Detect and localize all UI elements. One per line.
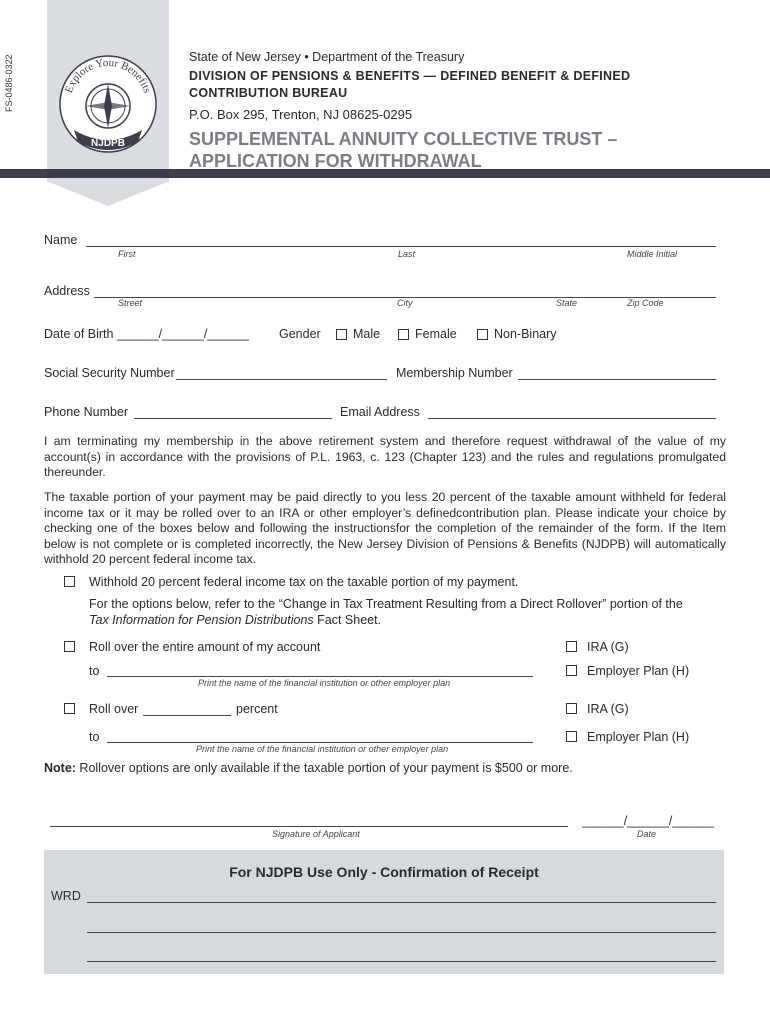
rollover-all-institution-line[interactable] — [107, 676, 533, 677]
form-title-2: APPLICATION FOR WITHDRAWAL — [189, 151, 482, 171]
gender-male-checkbox[interactable] — [336, 329, 347, 340]
membership-input-line[interactable] — [518, 379, 716, 380]
gender-female-checkbox[interactable] — [398, 329, 409, 340]
email-label: Email Address — [340, 405, 420, 419]
rollover-all-checkbox[interactable] — [64, 641, 75, 652]
rollover-all-employer-label: Employer Plan (H) — [587, 664, 690, 678]
options-note-line1: For the options below, refer to the “Change in Tax Treatment Resulting from a Direct Rollover” portion of the — [89, 597, 683, 611]
rollover-pct-ira-checkbox[interactable] — [566, 703, 577, 714]
ssn-label: Social Security Number — [44, 366, 175, 380]
date-hint: Date — [637, 829, 657, 839]
form-id: FS-0486-0322 — [4, 54, 14, 112]
rollover-all-label: Roll over the entire amount of my account — [89, 640, 321, 654]
rollover-pct-input-line[interactable] — [143, 715, 231, 716]
rollover-all-to-label: to — [89, 664, 100, 678]
confirmation-title: For NJDPB Use Only - Confirmation of Receipt — [229, 864, 539, 880]
termination-statement: I am terminating my membership in the above retirement system and therefore request withdrawal of the value of my account(s) in accordance with the provisions of P.L. 1963, c. 123 (Chapter 123) and the rules and regulations promulgated thereunder. — [44, 434, 726, 479]
rollover-all-employer-checkbox[interactable] — [566, 665, 577, 676]
rollover-pct-to-label: to — [89, 730, 100, 744]
signature-line[interactable] — [50, 826, 568, 827]
ssn-input-line[interactable] — [176, 379, 387, 380]
logo-arc-text: Explore Your Benefits — [62, 56, 154, 95]
gender-female-option[interactable]: Female — [398, 327, 457, 341]
withhold-label: Withhold 20 percent federal income tax on the taxable portion of my payment. — [89, 575, 519, 589]
mailing-address: P.O. Box 295, Trenton, NJ 08625-0295 — [189, 107, 413, 122]
gender-nonbinary-option[interactable]: Non-Binary — [477, 327, 557, 341]
addr-street-hint: Street — [118, 298, 143, 308]
phone-input-line[interactable] — [134, 418, 332, 419]
membership-label: Membership Number — [396, 366, 513, 380]
tax-instructions: The taxable portion of your payment may be paid directly to you less 20 percent of the taxable amount withheld for federal income tax or it may be rolled over to an IRA or other employer’s definedcontribution plan. Please indicate your choice by checking one of the boxes below and following the instructionsfor the completion of the remainder of the form. If the Item below is not complete or is completed incorrectly, the New Jersey Division of Pensions & Benefits (NJDPB) will automatically withhold 20 percent federal income tax. — [44, 490, 726, 566]
dob-field[interactable]: Date of Birth ______/______/______ — [44, 327, 250, 341]
rollover-pct-employer-checkbox[interactable] — [566, 731, 577, 742]
division-line-1: DIVISION OF PENSIONS & BENEFITS — DEFINED BENEFIT & DEFINED — [189, 69, 631, 83]
logo-badge: NJDPB — [91, 138, 125, 149]
gender-label: Gender — [279, 327, 321, 341]
name-first-hint: First — [118, 249, 136, 259]
rollover-pct-checkbox[interactable] — [64, 703, 75, 714]
address-label: Address — [44, 284, 90, 298]
form-title-1: SUPPLEMENTAL ANNUITY COLLECTIVE TRUST – — [189, 129, 618, 149]
rollover-pct-suffix: percent — [236, 702, 278, 716]
wrd-label: WRD — [51, 889, 81, 903]
options-note-line2: Tax Information for Pension Distributions Fact Sheet. — [89, 613, 382, 627]
name-label: Name — [44, 233, 78, 247]
agency-line: State of New Jersey • Department of the Treasury — [189, 50, 465, 64]
rollover-pct-institution-hint: Print the name of the financial institution or other employer plan — [196, 744, 449, 754]
addr-state-hint: State — [556, 298, 578, 308]
email-input-line[interactable] — [428, 418, 716, 419]
rollover-pct-prefix: Roll over — [89, 702, 139, 716]
signature-hint: Signature of Applicant — [272, 829, 360, 839]
gender-nonbinary-checkbox[interactable] — [477, 329, 488, 340]
addr-city-hint: City — [397, 298, 413, 308]
wrd-line-3[interactable] — [87, 961, 716, 962]
phone-label: Phone Number — [44, 405, 129, 419]
rollover-pct-institution-line[interactable] — [107, 742, 533, 743]
rollover-pct-ira-label: IRA (G) — [587, 702, 629, 716]
name-last-hint: Last — [398, 249, 416, 259]
wrd-line-2[interactable] — [87, 932, 716, 933]
gender-male-option[interactable]: Male — [336, 327, 380, 341]
name-mi-hint: Middle Initial — [627, 249, 678, 259]
name-input-line[interactable] — [86, 246, 716, 247]
rollover-pct-employer-label: Employer Plan (H) — [587, 730, 690, 744]
addr-zip-hint: Zip Code — [627, 298, 664, 308]
rollover-note: Note: Rollover options are only available if the taxable portion of your payment is $500 or more. — [44, 761, 573, 775]
rollover-all-institution-hint: Print the name of the financial institution or other employer plan — [198, 678, 451, 688]
njdpb-logo — [56, 52, 160, 156]
signature-date-field[interactable]: ______/______/______ — [582, 814, 715, 828]
withhold-checkbox[interactable] — [64, 576, 75, 587]
division-line-2: CONTRIBUTION BUREAU — [189, 86, 348, 100]
wrd-line-1[interactable] — [87, 902, 716, 903]
rollover-all-ira-label: IRA (G) — [587, 640, 629, 654]
rollover-all-ira-checkbox[interactable] — [566, 641, 577, 652]
